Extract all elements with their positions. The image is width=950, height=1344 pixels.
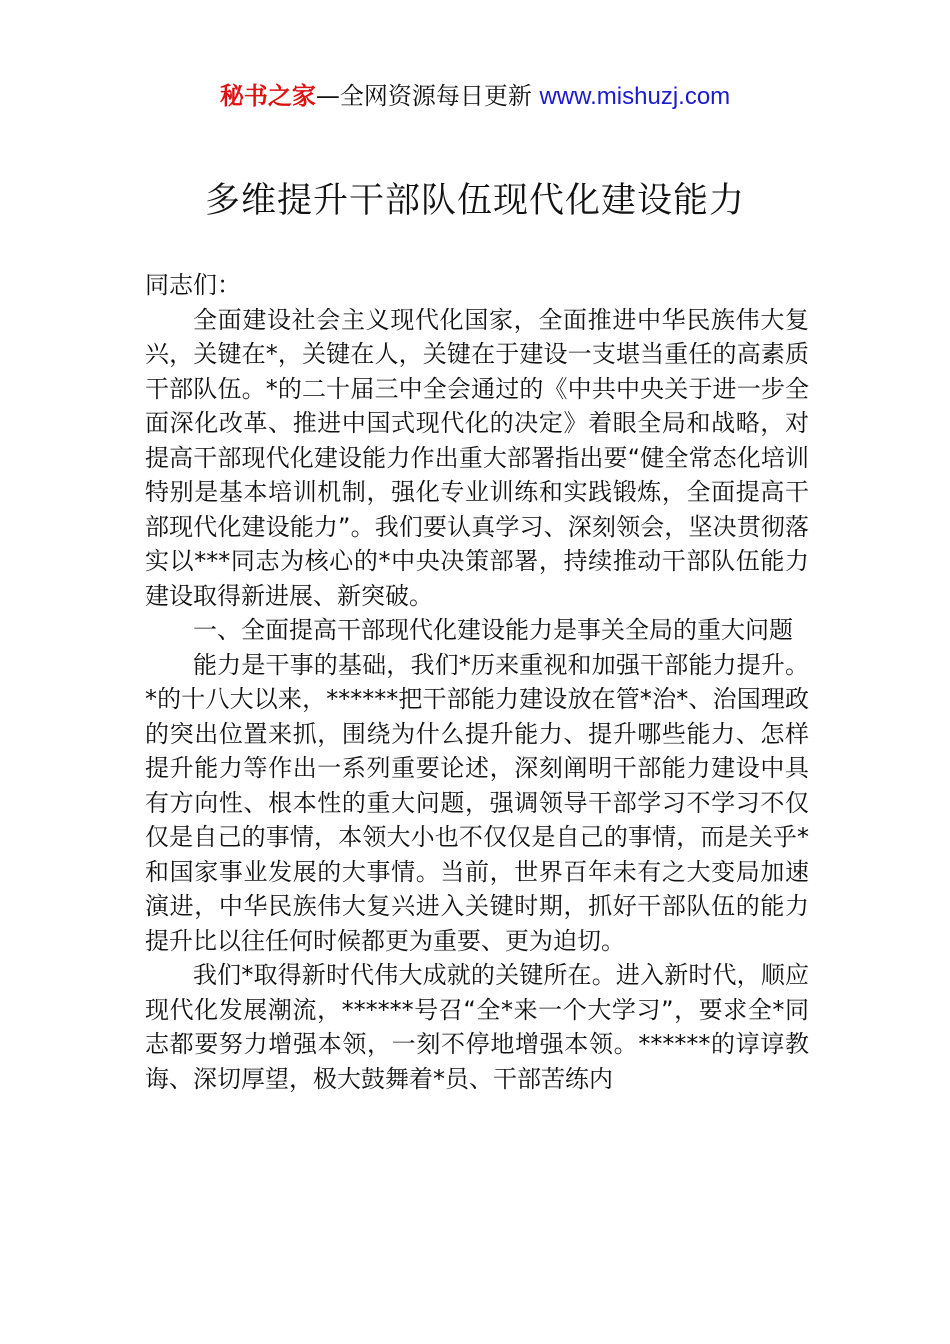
section-heading-1: 一、全面提高干部现代化建设能力是事关全局的重大问题 [193, 616, 793, 644]
document-body [145, 268, 809, 1096]
paragraph-intro: 全面建设社会主义现代化国家，全面推进中华民族伟大复兴，关键在*，关键在人，关键在于建设一支堪当重任的高素质干部队伍。*的二十届三中全会通过的《中共中央关于进一步全面深化改革、推进中国式现代化的决定》着眼全局和战略，对提高干部现代化建设能力作出重大部署指出要“健全常态化培训特别是基本培训机制，强化专业训练和实践锻炼，全面提高干部现代化建设能力”。我们要认真学习、深刻领会，坚决贯彻落实以***同志为核心的*中央决策部署，持续推动干部队伍能力建设取得新进展、新突破。 [145, 305, 809, 610]
document-title: 多维提升干部队伍现代化建设能力 [204, 181, 745, 221]
paragraph-ability: 能力是干事的基础，我们*历来重视和加强干部能力提升。*的十八大以来，******把干部能力建设放在管*治*、治国理政的突出位置来抓，围绕为什么提升能力、提升哪些能力、怎样提升能力等作出一系列重要论述，深刻阐明干部能力建设中具有方向性、根本性的重大问题，强调领导干部学习不学习不仅仅是自己的事情，本领大小也不仅仅是自己的事情，而是关乎*和国家事业发展的大事情。当前，世界百年未有之大变局加速演进，中华民族伟大复兴进入关键时期，抓好干部队伍的能力提升比以往任何时候都更为重要、更为迫切。 [145, 650, 809, 955]
site-tagline: —全网资源每日更新 [315, 82, 540, 110]
site-brand: 秘书之家 [219, 82, 316, 110]
paragraph-new-era: 我们*取得新时代伟大成就的关键所在。进入新时代，顺应现代化发展潮流，******号召“全*来一个大学习”，要求全*同志都要努力增强本领，一刻不停地增强本领。******的谆谆教诲、深切厚望，极大鼓舞着*员、干部苦练内 [145, 961, 809, 1093]
salutation: 同志们： [145, 271, 241, 299]
site-banner [0, 78, 950, 115]
site-url-link[interactable]: www.mishuzj.com [539, 83, 731, 110]
